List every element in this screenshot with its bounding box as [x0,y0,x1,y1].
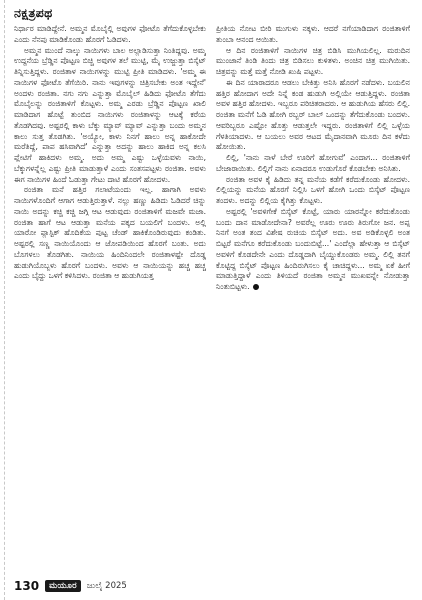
page-footer [14,578,127,594]
magazine-logo: ಮಯೂರ [45,580,81,592]
paragraph: ಅಮ್ಮನ ಮುಂದೆ ನಾಲ್ಕು ನಾಯಿಗಳು ಬಾಲ ಅಲ್ಲಾಡಿಸುತ್ತಾ ನಿಂತಿದ್ದವು. ಅಮ್ಮ ಉದ್ದನೆಯ ಬ್ರೆಡ್ಡಿನ ಪೊಟ್ಟಣ ಬಿಚ್ಚಿ ಅವುಗಳ ತಲೆ ಮುಟ್ಟಿ, ಮೈ ಉಜ್ಜುತ್ತಾ ಬಿಸ್ಕೆಟ್ ತಿನ್ನಿಸುತ್ತಿದ್ದಳು. ರಂಜಿತಾಳ ನಾಯಿಗಳನ್ನು ಮುಟ್ಟಿ ಪ್ರೀತಿ ಮಾಡಿದಳು. 'ಅಮ್ಮ ಈ ನಾಯಿಗಳ ಫೋಟೊ ತೆಗೆಯಿರಿ. ನಾನು ಇವುಗಳನ್ನು ಚಿತ್ರಿಸಬೇಕು ಅಂತ ಇದ್ದೇನೆ' ಅಂದಳು ರಂಜಿತಾ. ನಗು ನಗು ಎನ್ನುತ್ತಾ ಮೊಬೈಲ್ ಹಿಡಿದು ಫೋಟೊ ತೆಗೆದು ಮೊಬೈಲನ್ನು ರಂಜಿತಾಳಿಗೆ ಕೊಟ್ಟಳು. ಅಮ್ಮ ಎರಡು ಬ್ರೆಡ್ಡಿನ ಪೊಟ್ಟಣ ಖಾಲಿ ಮಾಡಿದಾಗ ಹೊಟ್ಟೆ ತುಂಬಿದ ನಾಯಿಗಳು ರಂಜಿತಾಳನ್ನು ಆಟಕ್ಕೆ ಕರೆಯ ತೊಡಗಿದವು. ಅಷ್ಟರಲ್ಲಿ ಕಾಳು ಬೆಕ್ಕು ಮ್ಯಾವ್ ಮ್ಯಾವ್ ಎನ್ನುತ್ತಾ ಬಂದು ಅಮ್ಮನ ಕಾಲು ಸುತ್ತ ತೊಡಗಿತು. 'ಅಯ್ಯೋ, ಕಾಳು ನಿನಗೆ ಹಾಲು ಅನ್ನ ಹಾಕೋದೇ ಮರೆತಿದ್ದೆ, ಪಾಪ ಹಸಿವಾಗಿದೆ' ಎನ್ನುತ್ತಾ ಅದನ್ನು ಹಾಲು ಹಾಕಿದ ಅನ್ನ ಕಲಸಿ ಪ್ಲೇಟಿಗೆ ಹಾಕಿದಳು ಅಮ್ಮ. ಅದು ಅಮ್ಮ ಎಷ್ಟು ಒಳ್ಳೆಯವಳು ನಾಯಿ, ಬೆಕ್ಕುಗಳನ್ನೆಲ್ಲ ಎಷ್ಟು ಪ್ರೀತಿ ಮಾಡುತ್ತಾಳೆ ಎಂದು ಸಂತಸಪಟ್ಟಳು ರಂಜಿತಾ. ಅವಳು ಈಗ ನಾಯಿಗಳ ಹಿಂದೆ ಓಡುತ್ತಾ ಗೇಟು ದಾಟಿ ಹೊರಗೆ ಹೋದಳು. [14,45,206,184]
issue-date: ಜುಲೈ 2025 [86,581,127,591]
end-of-story-mark [253,284,259,290]
margin-rule [4,0,6,600]
paragraph: ಆ ದಿನ ರಂಜಿತಾಳಿಗೆ ನಾಯಿಗಳ ಚಿತ್ರ ಬಿಡಿಸಿ ಮುಗಿಯಲಿಲ್ಲ. ಮರುದಿನ ಮುಂಜಾನೆ ತಿಂಡಿ ತಿಂದು ಚಿತ್ರ ಬಿಡಿಸಲು ಕುಳಿತಳು. ಅಂಚಿನ ಚಿತ್ರ ಮುಗಿಯಿತು. ಚಿತ್ರವನ್ನು ಮತ್ತೆ ಮತ್ತೆ ನೋಡಿ ಖುಷಿ ಪಟ್ಟಳು. [216,45,410,76]
paragraph: ರಂಜಿತಾ ಮನೆ ಹತ್ತಿರ ಗಲಾಟೆಯಂದು ಇಲ್ಲ. ಹಾಗಾಗಿ ಅವಳು ನಾಯಿಗಳೊಂದಿಗೆ ಆಗಾಗ ಆಡುತ್ತಿರುತ್ತಾಳೆ. ನಲ್ಲು ಹಣ್ಣು ಹಿಡಿದು ಓಡಿದರೆ ಚಿನ್ನು ನಾಯಿ ಅದನ್ನು ಕಚ್ಚಿ ಕಚ್ಚಿ ಜಗ್ಗಿ ಆಟ ಆಡುವುದು ರಂಜಿತಾಳಿಗೆ ಮಜವೇ ಮಜಾ. ರಂಜಿತಾ ಹಾಗೆ ಆಟ ಆಡುತ್ತಾ ಮನೆಯ ಪಕ್ಕದ ಬಯಲಿಗೆ ಬಂದಳು. ಅಲ್ಲಿ ಯಾರೋ ಪ್ಲಾಸ್ಟಿಕ್ ಹೊದಿಕೆಯ ಪುಟ್ಟ ಚೆಂಡ್ ಹಾಕಿಕೊಂಡಿರುವುದು ಕಂಡಿತು. ಅಷ್ಟರಲ್ಲಿ ಸಣ್ಣ ನಾಯಿಯೊಂದು ಆ ಜೋಪಡಿಯಿಂದ ಹೊರಗೆ ಬಂತು. ಅದು ಬೊಗಳಲು ತೊಡಗಿತು. ನಾಯಿಯ ಹಿಂದಿನಿಂದಲೇ ರಂಜಿತಾಳಷ್ಟೇ ದೊಡ್ಡ ಹುಡುಗಿಯೊಬ್ಬಳು ಹೊರಗೆ ಬಂದಳು. ಅವಳು ಆ ನಾಯಿಯನ್ನು ಹಚ್ಚ ಹಚ್ಚ ಎಂದು ಬೈದ್ದು ಒಳಗೆ ಕಳಿಸಿದಳು. ರಂಜಿತಾ ಆ ಹುಡುಗಿಯತ್ತ [14,185,206,281]
paragraph-text: ಅಷ್ಟರಲ್ಲಿ 'ಅವಳಿಗೇಕೆ ಬಿಸ್ಕೆಟ್ ಕೊಟ್ಟೆ, ಯಾರು ಯಾರನ್ನೋ ಕರೆದುಕೊಂಡು ಬಂದು ದಾನ ಮಾಡೋದೇನಾ? ಅವರೆಲ್ಲ ಊರು ಊರು ತಿರುಗೋ ಜನ. ಅಪ್ಪ ನಿನಗೆ ಅಂತ ತಂದ ವಿಶೇಷ ರುಚಿಯ ಬಿಸ್ಕೆಟ್ ಅದು. ಅವ ಅಡಿಕೊಳ್ಳಲಿ ಅಂತ ಬಿಟ್ಟರೆ ಮನೆಗೂ ಕರೆದುಕೊಂಡು ಬಂದುಬಿಟ್ಟೆ...' ಎಂದೆಲ್ಲಾ ಹೇಳುತ್ತಾ ಆ ಬಿಸ್ಕೆಟ್ ಅವಳಿಗೆ ಕೊಡದೇನೇ ಎಂದು ದೊಡ್ಡದಾಗಿ ಬೈಯ್ದುಕೊಂಡರು ಅಮ್ಮ. ಲಿಲ್ಲಿ ತನಗೆ ಕೊಟ್ಟಿದ್ದ ಬಿಸ್ಕೆಟ್ ಪೊಟ್ಟಣ ಹಿಂದಿರುಗಿಸಲು ಕೈ ಚಾಚಿದ್ದಳು... ಅಮ್ಮ ಏಕೆ ಹೀಗೆ ಮಾಡುತ್ತಿದ್ದಾಳೆ ಎಂದು ತಿಳಿಯದೆ ರಂಜಿತಾ ಅಮ್ಮನ ಮುಖವನ್ನೇ ನೋಡುತ್ತಾ ನಿಂತುಬಿಟ್ಟಳು. [216,206,410,291]
paragraph: ಈ ದಿನ ಯಾರಾದರೂ ಆಡಲು ಬೇಕಿತ್ತು ಅನಿಸಿ ಹೊರಗೆ ನಡೆದಳು. ಬಯಲಿನ ಹತ್ತಿರ ಹೋದಾಗ ಅದೇ ನಿನ್ನೆ ಕಂಡ ಹುಡುಗಿ ಅಲ್ಲಿಯೇ ಆಡುತ್ತಿದ್ದಳು. ರಂಜಿತಾ ಅವಳ ಹತ್ತಿರ ಹೋದಳು. ಇಬ್ಬರೂ ಪರಿಚಿತರಾದರು. ಆ ಹುಡುಗಿಯ ಹೆಸರು ಲಿಲ್ಲಿ. ರಂಜಿತಾ ಮನೆಗೆ ಓಡಿ ಹೋಗಿ ರಬ್ಬರ್ ಬಾಲ್ ಒಂದನ್ನು ತೆಗೆದುಕೊಂಡು ಬಂದಳು. ಆವರಿಬ್ಬರೂ ಎಷ್ಟೋ ಹೊತ್ತು ಆಡುತ್ತಲೇ ಇದ್ದರು. ರಂಜಿತಾಳಿಗೆ ಲಿಲ್ಲಿ ಒಳ್ಳೆಯ ಗೆಳತಿಯಾದಳು. ಆ ಬಯಲು ಅವರ ಆಟದ ಮೈದಾನವಾಗಿ ಮೂರು ದಿನ ಕಳೆದು ಹೋಯಿತು. [216,77,410,152]
right-column [216,24,410,572]
paragraph: ರಂಜಿತಾ ಅವಳ ಕೈ ಹಿಡಿದು ತನ್ನ ಮನೆಯ ಕಡೆಗೆ ಕರೆದುಕೊಂಡು ಹೋದಳು. ಲಿಲ್ಲಿಯನ್ನು ಮನೆಯ ಹೊರಗೆ ನಿಲ್ಲಿಸಿ ಒಳಗೆ ಹೋಗಿ ಒಂದು ಬಿಸ್ಕೆಟ್ ಪೊಟ್ಟಣ ತಂದಳು. ಅದನ್ನು ಲಿಲ್ಲಿಯ ಕೈಗಿತ್ತು ಕೊಟ್ಟಳು. [216,174,410,205]
paragraph: ಲಿಲ್ಲಿ, 'ನಾನು ನಾಳೆ ಬೇರೆ ಊರಿಗೆ ಹೋಗುವೆ' ಎಂದಾಗ... ರಂಜಿತಾಳಿಗೆ ಬೇಜಾರಾಯಿತು. ಲಿಲ್ಲಿಗೆ ನಾನು ಏನಾದರೂ ಉಡುಗೊರೆ ಕೊಡಬೇಕು ಅನಿಸಿತು. [216,153,410,173]
paragraph: ನಿರ್ಧಾರ ಮಾಡಿದ್ದೇನೆ. ಅಮ್ಮನ ಮೊಬೈಲ್ಲಿ ಅವುಗಳ ಫೋಟೊ ತೆಗೆದುಕೊಳ್ಳಬೇಕು ಎಂದು ನೆನಪು ಮಾಡಿಕೊಂಡು ಹೊರಗೆ ಓಡಿದಳು. [14,24,206,44]
paragraph: ಪ್ರೀತಿಯ ನೋಟ ಬೀರಿ ಮುಗುಳು ನಕ್ಕಳು. ಆದರೆ ನಗೆಯಾಡಿದಾಗ ರಂಜಿತಾಳಿಗೆ ತುಂಬಾ ಆನಂದ ಆಯಿತು. [216,24,410,44]
page-number: 130 [14,579,40,593]
section-title: ನಕ್ಷತ್ರಪಥ [14,5,53,20]
left-column [14,24,206,572]
paragraph-last [216,207,410,293]
